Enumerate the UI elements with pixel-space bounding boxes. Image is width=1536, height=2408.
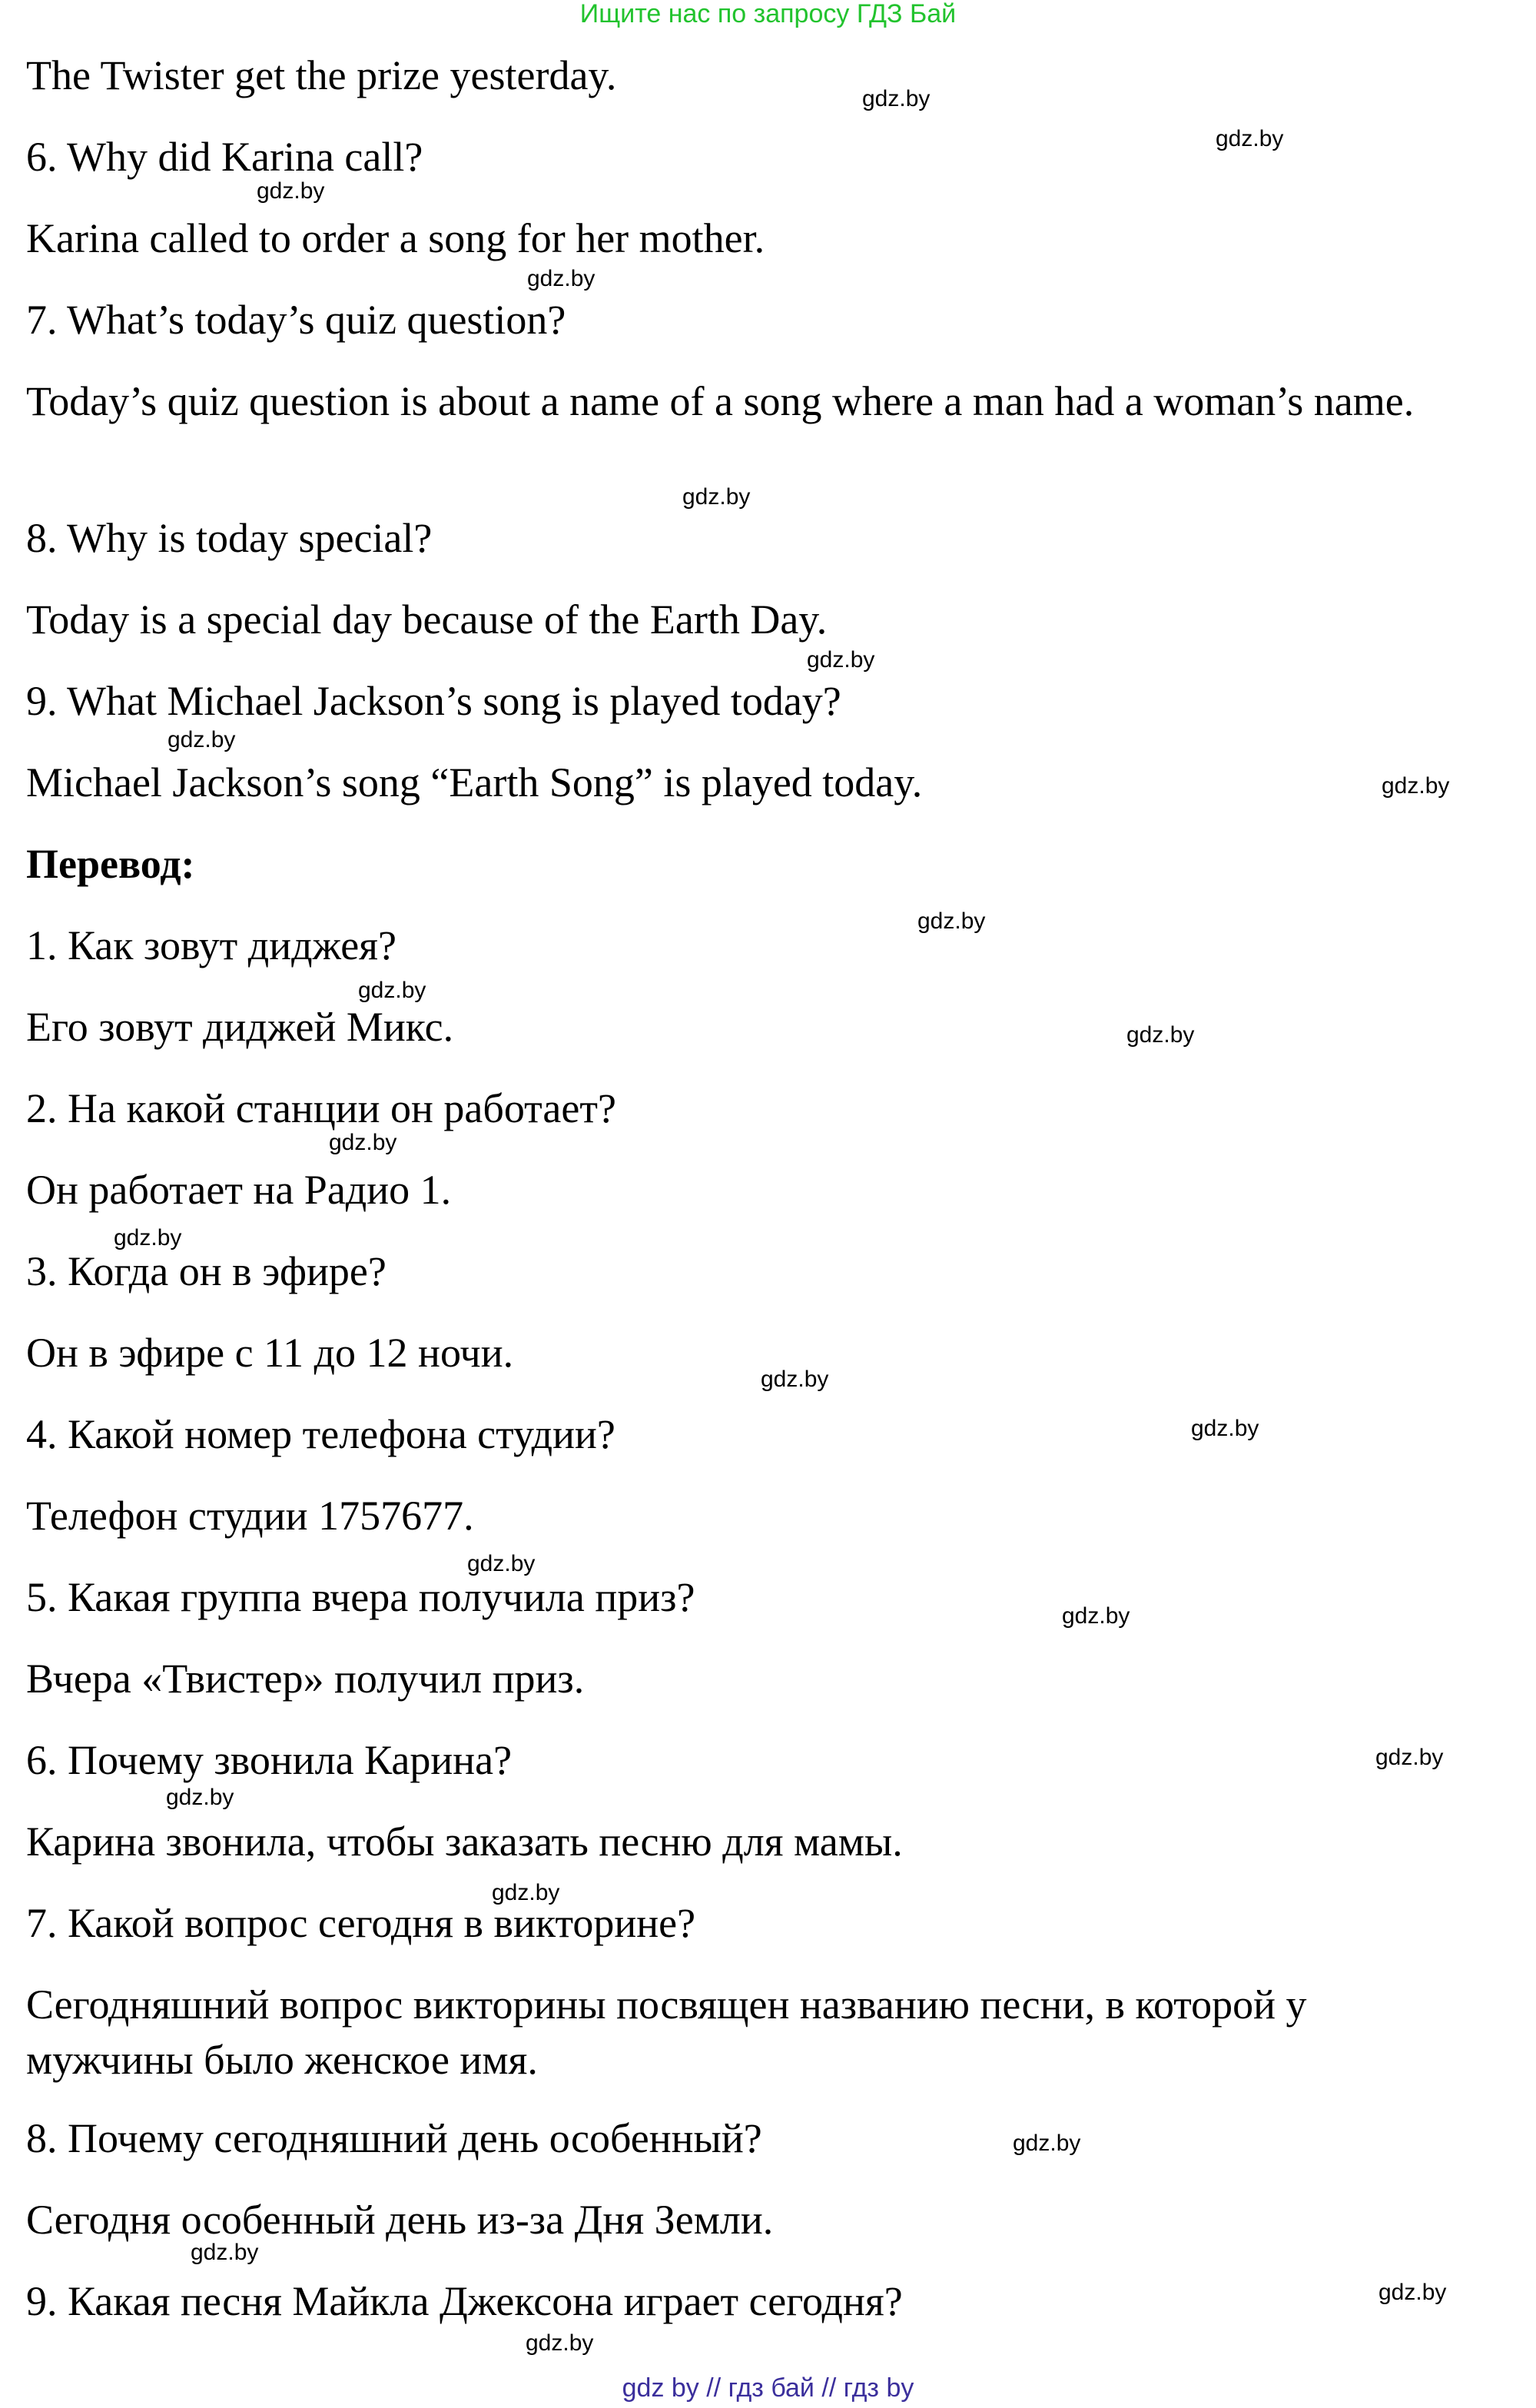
top-banner: Ищите нас по запросу ГДЗ Бай: [579, 0, 957, 28]
watermark: gdz.by: [917, 908, 986, 934]
watermark: gdz.by: [1382, 773, 1450, 799]
question-9-ru: 9. Какая песня Майкла Джексона играет сегодня?: [26, 2278, 903, 2324]
watermark: gdz.by: [862, 86, 931, 111]
watermark: gdz.by: [761, 1367, 829, 1392]
answer-7-en: Today’s quiz question is about a name of a song where a man had a woman’s name.: [26, 378, 1415, 424]
question-8-en: 8. Why is today special?: [26, 515, 433, 561]
watermark: gdz.by: [358, 978, 426, 1003]
answer-6-en: Karina called to order a song for her mother.: [26, 215, 765, 261]
watermark: gdz.by: [1378, 2280, 1447, 2305]
watermark: gdz.by: [1013, 2131, 1081, 2156]
watermark: gdz.by: [467, 1551, 536, 1576]
watermark: gdz.by: [191, 2240, 259, 2265]
watermark: gdz.by: [1191, 1416, 1259, 1441]
watermark: gdz.by: [526, 2330, 594, 2356]
watermark: gdz.by: [168, 727, 236, 752]
question-7-en: 7. What’s today’s quiz question?: [26, 297, 566, 343]
watermark: gdz.by: [114, 1225, 182, 1250]
footer-links: gdz by // гдз бай // гдз by: [622, 2373, 914, 2403]
answer-8-ru: Сегодня особенный день из-за Дня Земли.: [26, 2197, 774, 2243]
answer-7-ru: Сегодняшний вопрос викторины посвящен названию песни, в которой у мужчины было женское имя.: [26, 1981, 1307, 2083]
question-1-ru: 1. Как зовут диджея?: [26, 922, 396, 968]
answer-9-en: Michael Jackson’s song “Earth Song” is played today.: [26, 759, 923, 805]
watermark: gdz.by: [1375, 1745, 1444, 1770]
answer-1-ru: Его зовут диджей Микс.: [26, 1004, 454, 1050]
question-5-ru: 5. Какая группа вчера получила приз?: [26, 1574, 695, 1620]
answer-8-en: Today is a special day because of the Earth Day.: [26, 596, 828, 643]
question-2-ru: 2. На какой станции он работает?: [26, 1085, 616, 1131]
question-8-ru: 8. Почему сегодняшний день особенный?: [26, 2115, 762, 2161]
watermark: gdz.by: [257, 178, 325, 204]
question-4-ru: 4. Какой номер телефона студии?: [26, 1411, 615, 1457]
question-6-en: 6. Why did Karina call?: [26, 134, 423, 180]
watermark: gdz.by: [1126, 1022, 1195, 1048]
answer-5-ru: Вчера «Твистер» получил приз.: [26, 1656, 585, 1702]
answer-2-ru: Он работает на Радио 1.: [26, 1167, 452, 1213]
answer-4-ru: Телефон студии 1757677.: [26, 1493, 474, 1539]
answer-6-ru: Карина звонила, чтобы заказать песню для мамы.: [26, 1818, 903, 1865]
question-9-en: 9. What Michael Jackson’s song is played today?: [26, 678, 841, 724]
question-3-ru: 3. Когда он в эфире?: [26, 1248, 386, 1294]
watermark: gdz.by: [807, 647, 875, 673]
question-6-ru: 6. Почему звонила Карина?: [26, 1737, 513, 1783]
watermark: gdz.by: [166, 1785, 234, 1810]
watermark: gdz.by: [329, 1130, 397, 1155]
question-7-ru: 7. Какой вопрос сегодня в викторине?: [26, 1900, 696, 1946]
translation-heading: Перевод:: [26, 841, 195, 887]
answer-5-en: The Twister get the prize yesterday.: [26, 52, 617, 98]
watermark: gdz.by: [527, 266, 595, 291]
watermark: gdz.by: [1216, 126, 1284, 151]
answer-3-ru: Он в эфире с 11 до 12 ночи.: [26, 1330, 514, 1376]
watermark: gdz.by: [682, 484, 751, 510]
watermark: gdz.by: [492, 1880, 560, 1905]
watermark: gdz.by: [1062, 1603, 1130, 1629]
